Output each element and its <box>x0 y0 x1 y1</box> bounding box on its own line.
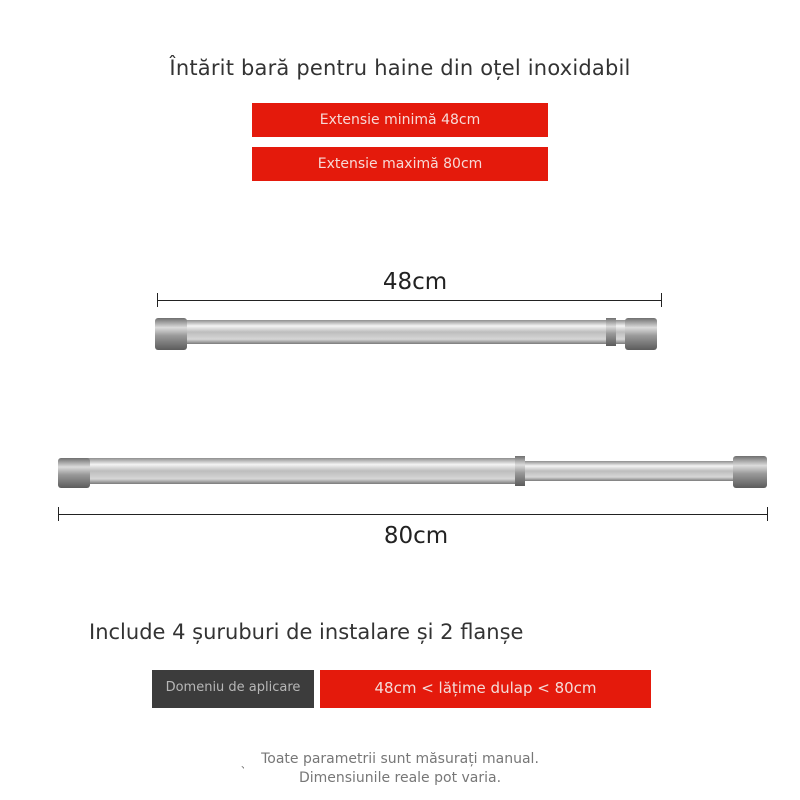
min-extension-badge: Extensie minimă 48cm <box>252 103 548 137</box>
application-range: 48cm < lățime dulap < 80cm <box>320 670 651 708</box>
application-label: Domeniu de aplicare <box>152 670 314 708</box>
short-rod-length-label: 48cm <box>382 269 448 295</box>
note-line-2: Dimensiunile reale pot varia. <box>298 770 502 786</box>
includes-text: Include 4 șuruburi de instalare și 2 flanșe <box>89 620 524 644</box>
note-mark: 、 <box>241 760 251 771</box>
max-extension-badge: Extensie maximă 80cm <box>252 147 548 181</box>
note-line-1: Toate parametrii sunt măsurați manual. <box>261 751 539 767</box>
long-rod-length-label: 80cm <box>383 523 449 549</box>
measurement-note <box>0 750 800 788</box>
short-rod-image <box>150 312 662 356</box>
long-rod-image <box>55 450 770 494</box>
product-title: Întărit bară pentru haine din oțel inoxidabil <box>169 56 631 80</box>
